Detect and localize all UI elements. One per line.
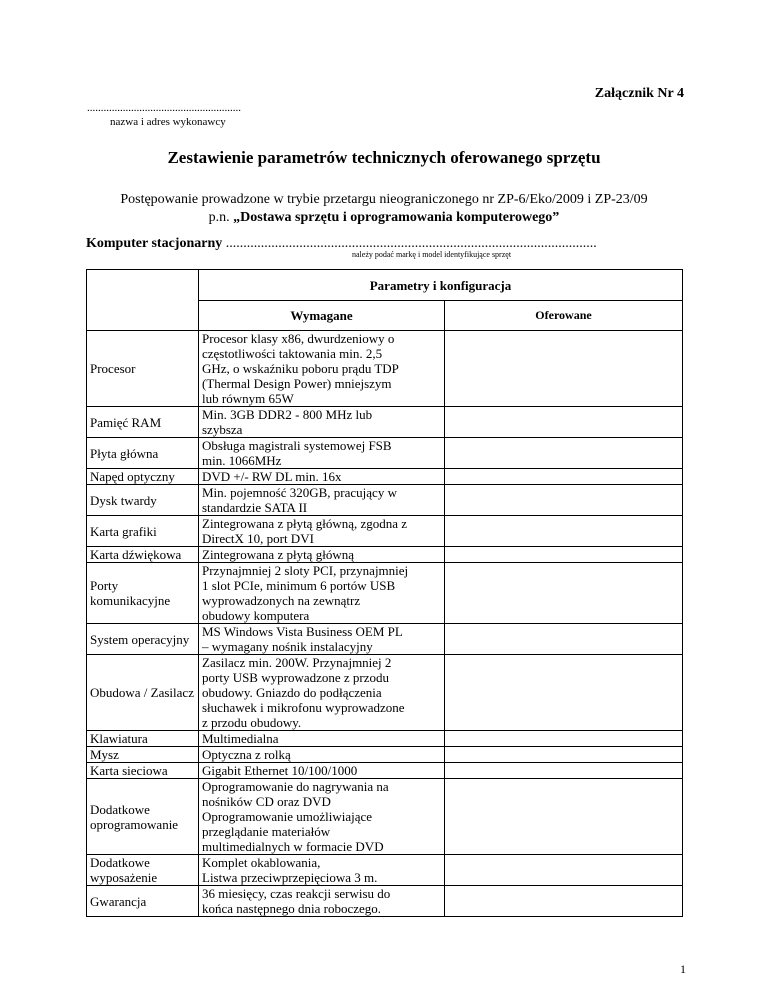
table-row (87, 407, 683, 438)
required-value-line: Multimedialna (202, 731, 279, 746)
offered-value-cell (445, 331, 683, 407)
parameter-name-cell: Pamięć RAM (87, 407, 199, 438)
required-value-line: (Thermal Design Power) mniejszym (202, 376, 392, 391)
required-value-line: Gigabit Ethernet 10/100/1000 (202, 763, 358, 778)
offered-value-cell (445, 485, 683, 516)
required-value-line: przeglądanie materiałów (202, 824, 331, 839)
required-value-cell (199, 763, 445, 779)
required-value-cell (199, 731, 445, 747)
required-value-cell (199, 547, 445, 563)
required-value-line: DirectX 10, port DVI (202, 531, 314, 546)
parameter-name-cell: Dodatkowe oprogramowanie (87, 779, 199, 855)
table-row (87, 516, 683, 547)
table-row (87, 563, 683, 624)
parameter-name-cell: System operacyjny (87, 624, 199, 655)
table-row (87, 624, 683, 655)
required-value-cell (199, 563, 445, 624)
offered-value-cell (445, 886, 683, 917)
parameter-name-cell: Procesor (87, 331, 199, 407)
offered-value-cell (445, 563, 683, 624)
parameter-name-cell: Karta dźwiękowa (87, 547, 199, 563)
parameter-name-cell: Mysz (87, 747, 199, 763)
required-value-cell (199, 779, 445, 855)
offered-value-cell (445, 855, 683, 886)
required-value-line: z przodu obudowy. (202, 715, 302, 730)
required-value-line: MS Windows Vista Business OEM PL (202, 624, 403, 639)
required-value-cell (199, 886, 445, 917)
table-row (87, 547, 683, 563)
required-value-line: – wymagany nośnik instalacyjny (202, 639, 373, 654)
table-row (87, 779, 683, 855)
offered-value-cell (445, 731, 683, 747)
parameter-name-cell: Karta grafiki (87, 516, 199, 547)
required-value-line: 1 slot PCIe, minimum 6 portów USB (202, 578, 396, 593)
required-value-line: lub równym 65W (202, 391, 294, 406)
procedure-prefix: p.n. (208, 210, 234, 225)
required-value-line: Min. pojemność 320GB, pracujący w (202, 485, 397, 500)
required-value-line: Zasilacz min. 200W. Przynajmniej 2 (202, 655, 392, 670)
required-value-cell (199, 747, 445, 763)
offered-value-cell (445, 779, 683, 855)
offered-value-cell (445, 469, 683, 485)
required-value-line: Zintegrowana z płytą główną (202, 547, 354, 562)
table-row (87, 485, 683, 516)
table-row (87, 763, 683, 779)
table-row (87, 855, 683, 886)
required-value-line: wyprowadzonych na zewnątrz (202, 593, 361, 608)
table-row (87, 747, 683, 763)
required-value-line: Obsługa magistrali systemowej FSB (202, 438, 392, 453)
required-value-line: porty USB wyprowadzone z przodu (202, 670, 390, 685)
parameter-name-cell: Obudowa / Zasilacz (87, 655, 199, 731)
parameter-name-cell: Karta sieciowa (87, 763, 199, 779)
offered-value-cell (445, 655, 683, 731)
table-row (87, 469, 683, 485)
table-group-header-row (87, 270, 683, 301)
required-value-cell (199, 624, 445, 655)
required-value-cell (199, 469, 445, 485)
parameter-name-cell: Gwarancja (87, 886, 199, 917)
annex-label: Załącznik Nr 4 (594, 86, 684, 101)
procedure-name: „Dostawa sprzętu i oprogramowania komputerowego” (233, 210, 560, 225)
contractor-dots: ........................................................ (87, 102, 241, 114)
required-value-line: GHz, o wskaźniku poboru prądu TDP (202, 361, 399, 376)
offered-value-cell (445, 438, 683, 469)
required-value-line: Przynajmniej 2 sloty PCI, przynajmniej (202, 563, 409, 578)
group-header: Parametry i konfiguracja (199, 270, 683, 301)
parameters-table (86, 269, 683, 917)
offered-value-cell (445, 747, 683, 763)
offered-value-cell (445, 547, 683, 563)
computer-label: Komputer stacjonarny (86, 236, 223, 251)
procedure-name-line (0, 210, 768, 226)
empty-corner-cell (87, 270, 199, 331)
required-value-line: 36 miesięcy, czas reakcji serwisu do (202, 886, 391, 901)
required-header: Wymagane (199, 301, 445, 331)
contractor-label: nazwa i adres wykonawcy (110, 116, 226, 128)
table-row (87, 655, 683, 731)
offered-header: Oferowane (445, 301, 683, 331)
parameter-name-cell: Porty komunikacyjne (87, 563, 199, 624)
offered-value-cell (445, 516, 683, 547)
required-value-line: Procesor klasy x86, dwurdzeniowy o (202, 331, 395, 346)
page-number: 1 (680, 962, 686, 976)
required-value-line: Min. 3GB DDR2 - 800 MHz lub (202, 407, 373, 422)
computer-hint: należy podać markę i model identyfikujące sprzęt (352, 250, 512, 259)
procedure-line: Postępowanie prowadzone w trybie przetargu nieograniczonego nr ZP-6/Eko/2009 i ZP-23/09 (120, 192, 648, 207)
required-value-line: min. 1066MHz (202, 453, 282, 468)
computer-dots: .......................................................................................................... (225, 236, 597, 251)
parameter-name-cell: Napęd optyczny (87, 469, 199, 485)
parameter-name-cell: Dodatkowe wyposażenie (87, 855, 199, 886)
required-value-line: szybsza (202, 422, 243, 437)
offered-value-cell (445, 407, 683, 438)
parameter-name-cell: Dysk twardy (87, 485, 199, 516)
required-value-cell (199, 655, 445, 731)
required-value-line: częstotliwości taktowania min. 2,5 (202, 346, 383, 361)
parameter-name-cell: Płyta główna (87, 438, 199, 469)
required-value-line: Zintegrowana z płytą główną, zgodna z (202, 516, 408, 531)
required-value-line: obudowy. Gniazdo do podłączenia (202, 685, 382, 700)
required-value-cell (199, 407, 445, 438)
required-value-line: Oprogramowanie umożliwiające (202, 809, 373, 824)
required-value-cell (199, 485, 445, 516)
table-row (87, 438, 683, 469)
parameter-name-cell: Klawiatura (87, 731, 199, 747)
required-value-line: słuchawek i mikrofonu wyprowadzone (202, 700, 405, 715)
required-value-cell (199, 516, 445, 547)
required-value-line: Komplet okablowania, (202, 855, 321, 870)
required-value-line: obudowy komputera (202, 608, 310, 623)
required-value-line: multimedialnych w formacie DVD (202, 839, 384, 854)
required-value-line: Oprogramowanie do nagrywania na (202, 779, 389, 794)
required-value-line: standardzie SATA II (202, 500, 308, 515)
required-value-cell (199, 855, 445, 886)
required-value-line: Listwa przeciwprzepięciowa 3 m. (202, 870, 378, 885)
offered-value-cell (445, 763, 683, 779)
required-value-line: nośników CD oraz DVD (202, 794, 331, 809)
required-value-line: Optyczna z rolką (202, 747, 291, 762)
required-value-cell (199, 438, 445, 469)
computer-line (86, 236, 597, 252)
offered-value-cell (445, 624, 683, 655)
required-value-line: DVD +/- RW DL min. 16x (202, 469, 342, 484)
table-row (87, 886, 683, 917)
required-value-cell (199, 331, 445, 407)
table-row (87, 731, 683, 747)
required-value-line: końca następnego dnia roboczego. (202, 901, 382, 916)
page-title: Zestawienie parametrów technicznych oferowanego sprzętu (167, 148, 601, 167)
table-row (87, 331, 683, 407)
